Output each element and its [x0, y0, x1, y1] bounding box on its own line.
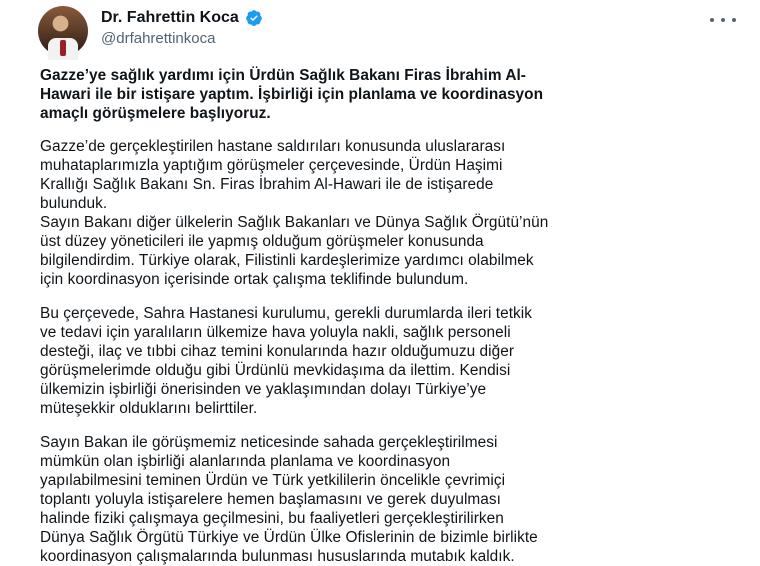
author-handle[interactable]: @drfahrettinkoca [101, 30, 216, 47]
tweet-paragraph-3: Bu çerçevede, Sahra Hastanesi kurulumu, gerekli durumlarda ileri tetkik ve tedavi için yaralıların ülkemize hava yoluyla nakli, sağlık personeli desteği, ilaç ve tıbbi cihaz temini konularında hazır olduğumuzu diğer görüşmelerimde olduğu gibi Ürdünlü mevkidaşıma da ilettim. Kendisi ülkemizin işbirliği önerisinden ve yaklaşımından dolayı Türkiye’ye müteşekkir olduklarını belirttiler. [40, 305, 532, 417]
more-dot [721, 18, 725, 22]
name-row [101, 8, 263, 28]
more-dot [710, 18, 714, 22]
avatar[interactable] [38, 6, 88, 56]
tweet-text [40, 66, 730, 566]
more-options-icon[interactable] [710, 12, 736, 28]
author-display-name[interactable]: Dr. Fahrettin Koca [101, 9, 239, 26]
tweet-paragraph-4: Sayın Bakan ile görüşmemiz neticesinde sahada gerçekleştirilmesi mümkün olan işbirliği alanlarında planlama ve koordinasyon yapılabilmesini teminen Ürdün ve Türk yetkililerin öncelikle çevrimiçi toplantı yoluyla istişarelere hemen başlamasını ve gerek duyulması halinde fiziki çalışmaya geçilmesini, bu faaliyetleri gerçekleştirilirken Dünya Sağlık Örgütü Türkiye ve Ürdün Ülke Ofislerinin de bizimle birlikte koordinasyon çalışmalarında bulunması hususlarında mutabık kaldık. [40, 434, 538, 565]
avatar-tie [60, 40, 66, 56]
verified-badge-icon [245, 9, 263, 27]
tweet-paragraph-1: Gazze’de gerçekleştirilen hastane saldırıları konusunda uluslararası muhataplarımızla yaptığım görüşmeler çerçevesinde, Ürdün Haşimi Krallığı Sağlık Bakanı Sn. Firas İbrahim Al-Hawari ile de istişarede bulunduk. [40, 138, 506, 212]
tweet-header [101, 8, 263, 47]
tweet-paragraph-2: Sayın Bakanı diğer ülkelerin Sağlık Bakanları ve Dünya Sağlık Örgütü’nün üst düzey yöneticileri ile yapmış olduğum görüşmeler konusunda bilgilendirdim. Türkiye olarak, Filistinli kardeşlerimize yardımcı olabilmek için koordinasyon içerisinde ortak çalışma teklifinde bulundum. [40, 214, 549, 288]
more-dot [732, 18, 736, 22]
tweet-lead: Gazze’ye sağlık yardımı için Ürdün Sağlık Bakanı Firas İbrahim Al- Hawari ile bir istişare yaptım. İşbirliği için planlama ve koordinasyon amaçlı görüşmelere başlıyoruz. [40, 67, 544, 122]
